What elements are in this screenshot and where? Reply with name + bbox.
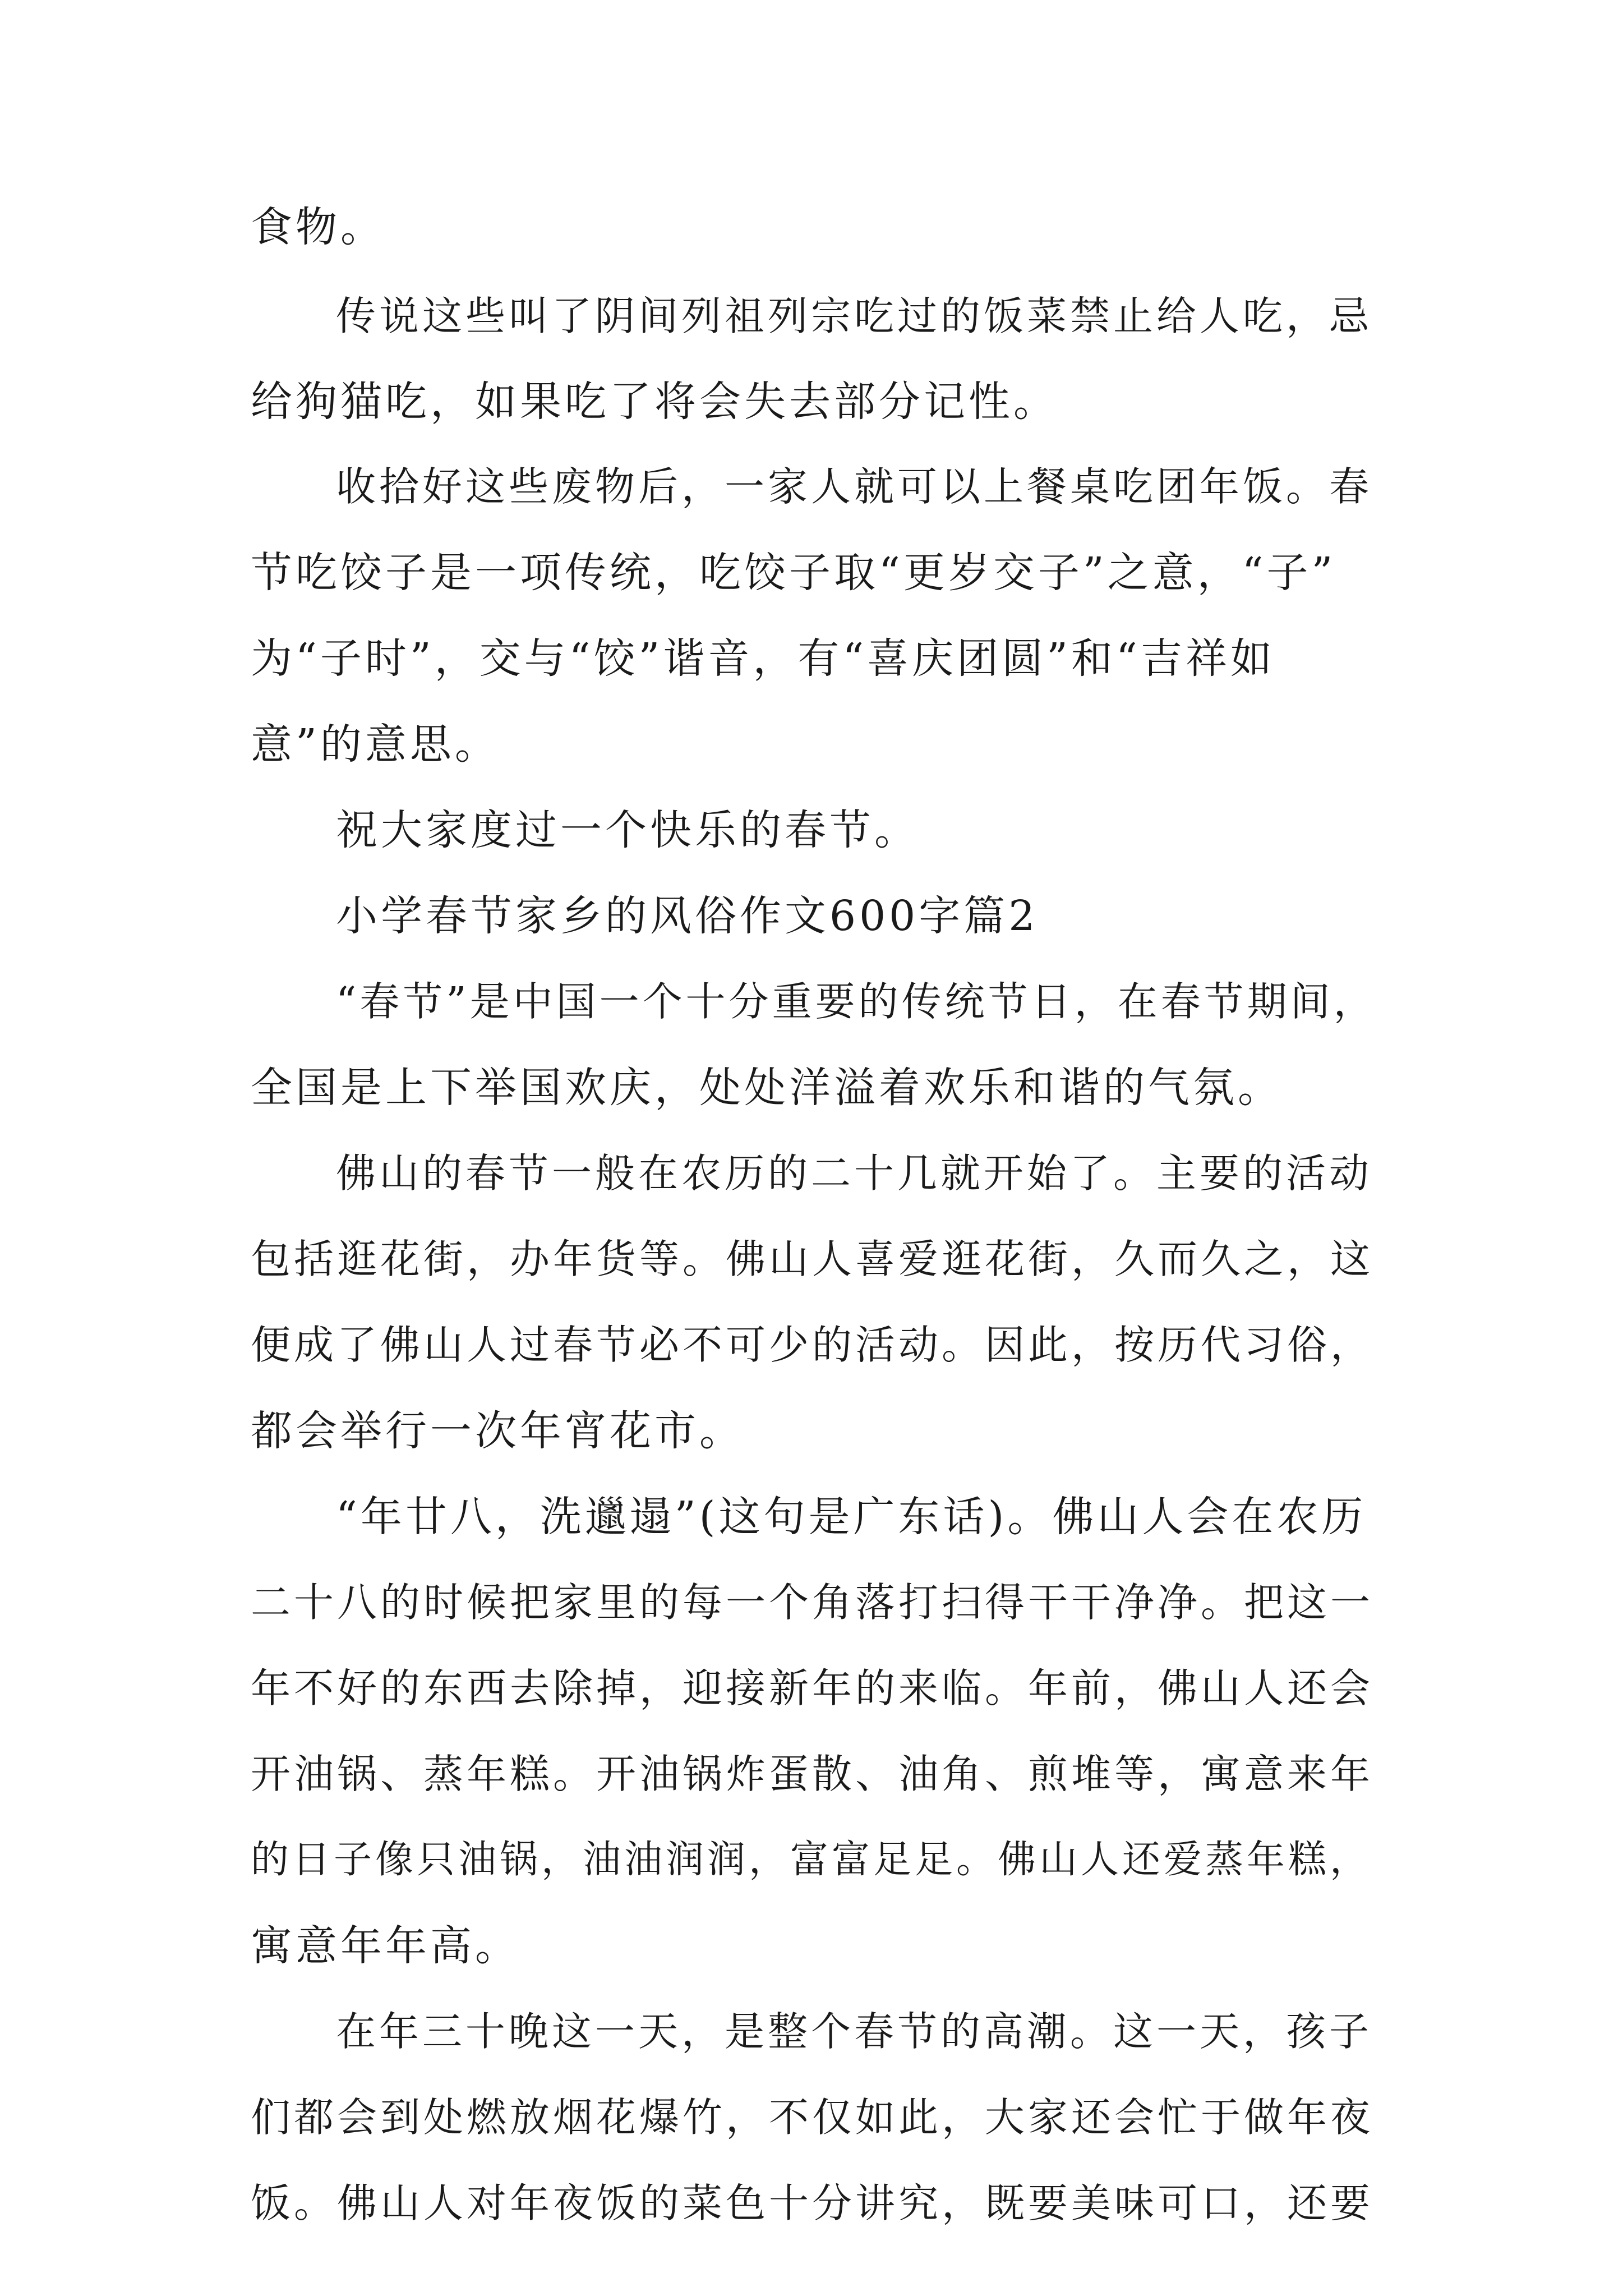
text-line: 祝大家度过一个快乐的春节。 [336,806,919,854]
text-line: 们都会到处燃放烟花爆竹，不仅如此，大家还会忙于做年夜 [251,2094,1374,2141]
text-line: 意”的意思。 [251,720,500,769]
text-line: 便成了佛山人过春节必不可少的活动。因此，按历代习俗， [251,1322,1374,1368]
text-line: 寓意年年高。 [251,1922,520,1970]
text-line: 在年三十晚这一天，是整个春节的高潮。这一天，孩子 [336,2008,1373,2055]
text-line: 节吃饺子是一项传统，吃饺子取“更岁交子”之意，“子” [251,549,1336,597]
text-line: 包括逛花街，办年货等。佛山人喜爱逛花街，久而久之，这 [251,1236,1374,1282]
text-line: 饭。佛山人对年夜饭的菜色十分讲究，既要美味可口，还要 [251,2180,1374,2226]
text-line: 为“子时”，交与“饺”谐音，有“喜庆团圆”和“吉祥如 [251,634,1275,683]
text-line: 都会举行一次年宵花市。 [251,1407,744,1455]
text-line: 传说这些叫了阴间列祖列宗吃过的饭菜禁止给人吃，忌 [336,293,1373,339]
section-heading: 小学春节家乡的风俗作文600字篇2 [336,892,1039,940]
text-line: 二十八的时候把家里的每一个角落打扫得干干净净。把这一 [251,1579,1374,1626]
text-line: 全国是上下举国欢庆，处处洋溢着欢乐和谐的气氛。 [251,1064,1283,1112]
text-line: 收拾好这些废物后，一家人就可以上餐桌吃团年饭。春 [336,463,1373,510]
text-line: 佛山的春节一般在农历的二十几就开始了。主要的活动 [336,1150,1373,1197]
text-line: 食物。 [251,203,385,251]
text-line: “春节”是中国一个十分重要的传统节日，在春节期间， [336,978,1377,1025]
text-line: 的日子像只油锅，油油润润，富富足足。佛山人还爱蒸年糕， [251,1838,1372,1882]
text-line: 给狗猫吃，如果吃了将会失去部分记性。 [251,378,1058,426]
text-line: 开油锅、蒸年糕。开油锅炸蛋散、油角、煎堆等，寓意来年 [251,1751,1374,1797]
text-line: “年廿八，洗邋遢”(这句是广东话)。佛山人会在农历 [336,1493,1367,1541]
text-line: 年不好的东西去除掉，迎接新年的来临。年前，佛山人还会 [251,1665,1374,1711]
